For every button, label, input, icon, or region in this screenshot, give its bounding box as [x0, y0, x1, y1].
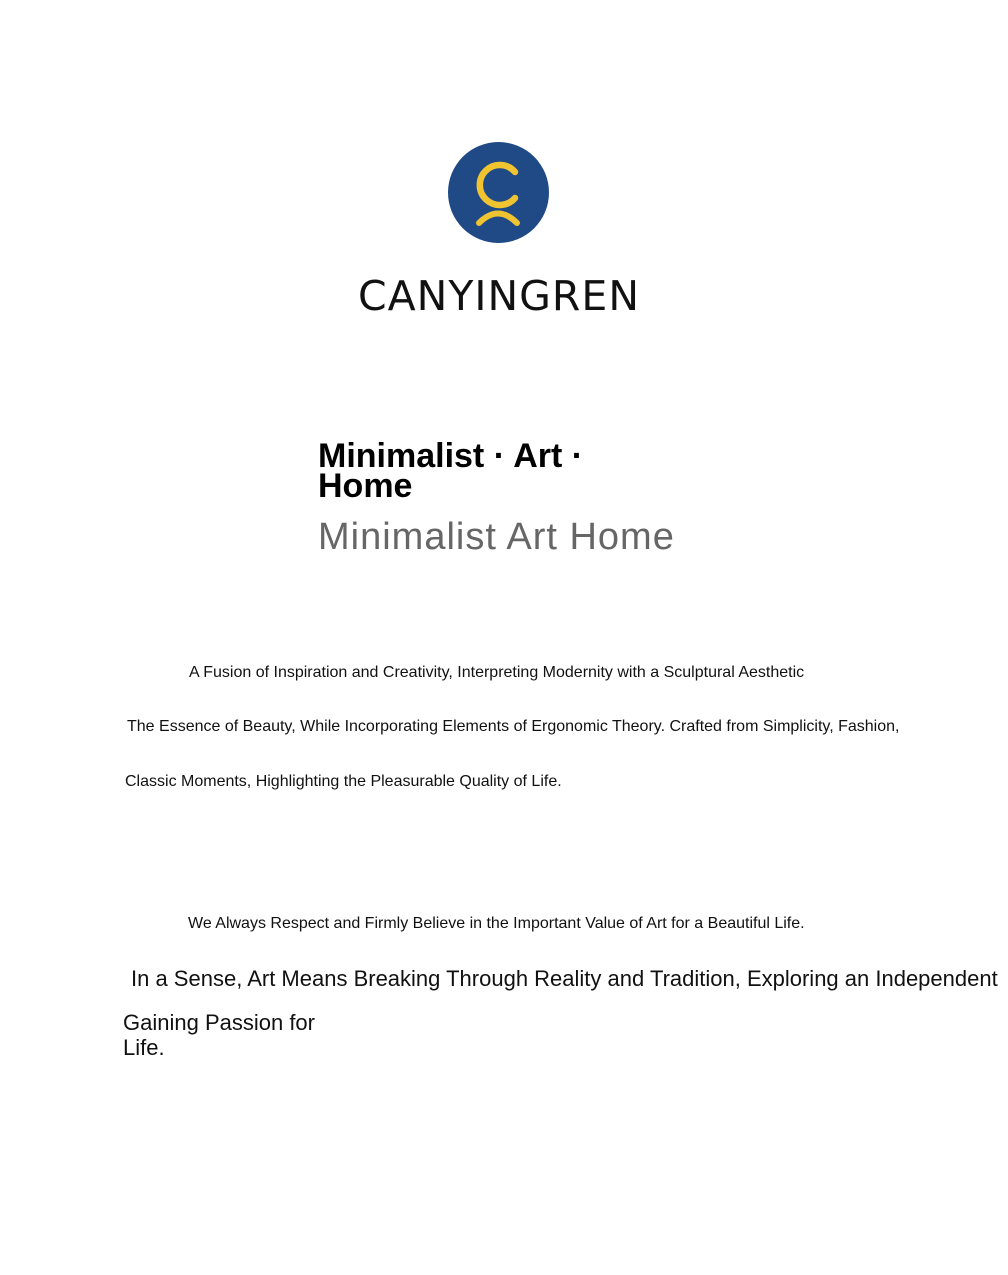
statement-wrap: Gaining Passion for Life.	[123, 1010, 315, 1060]
canyingren-logo-icon	[448, 142, 549, 243]
paragraph-inspiration: A Fusion of Inspiration and Creativity, Interpreting Modernity with a Sculptural Aesthetic	[189, 664, 805, 681]
statement-line: In a Sense, Art Means Breaking Through Reality and Tradition, Exploring an Independent	[131, 966, 998, 991]
paragraph-classic-moments: Classic Moments, Highlighting the Pleasurable Quality of Life.	[125, 773, 562, 790]
hero-subtitle: Minimalist Art Home	[318, 516, 675, 558]
paragraph-respect: We Always Respect and Firmly Believe in the Important Value of Art for a Beautiful Life.	[188, 915, 805, 932]
brand-logo	[448, 142, 549, 243]
hero-title: Minimalist · Art · Home	[318, 437, 584, 505]
paragraph-essence: The Essence of Beauty, While Incorporating Elements of Ergonomic Theory. Crafted from Simplicity, Fashion,	[127, 718, 900, 735]
brand-name: CANYINGREN	[358, 272, 640, 320]
